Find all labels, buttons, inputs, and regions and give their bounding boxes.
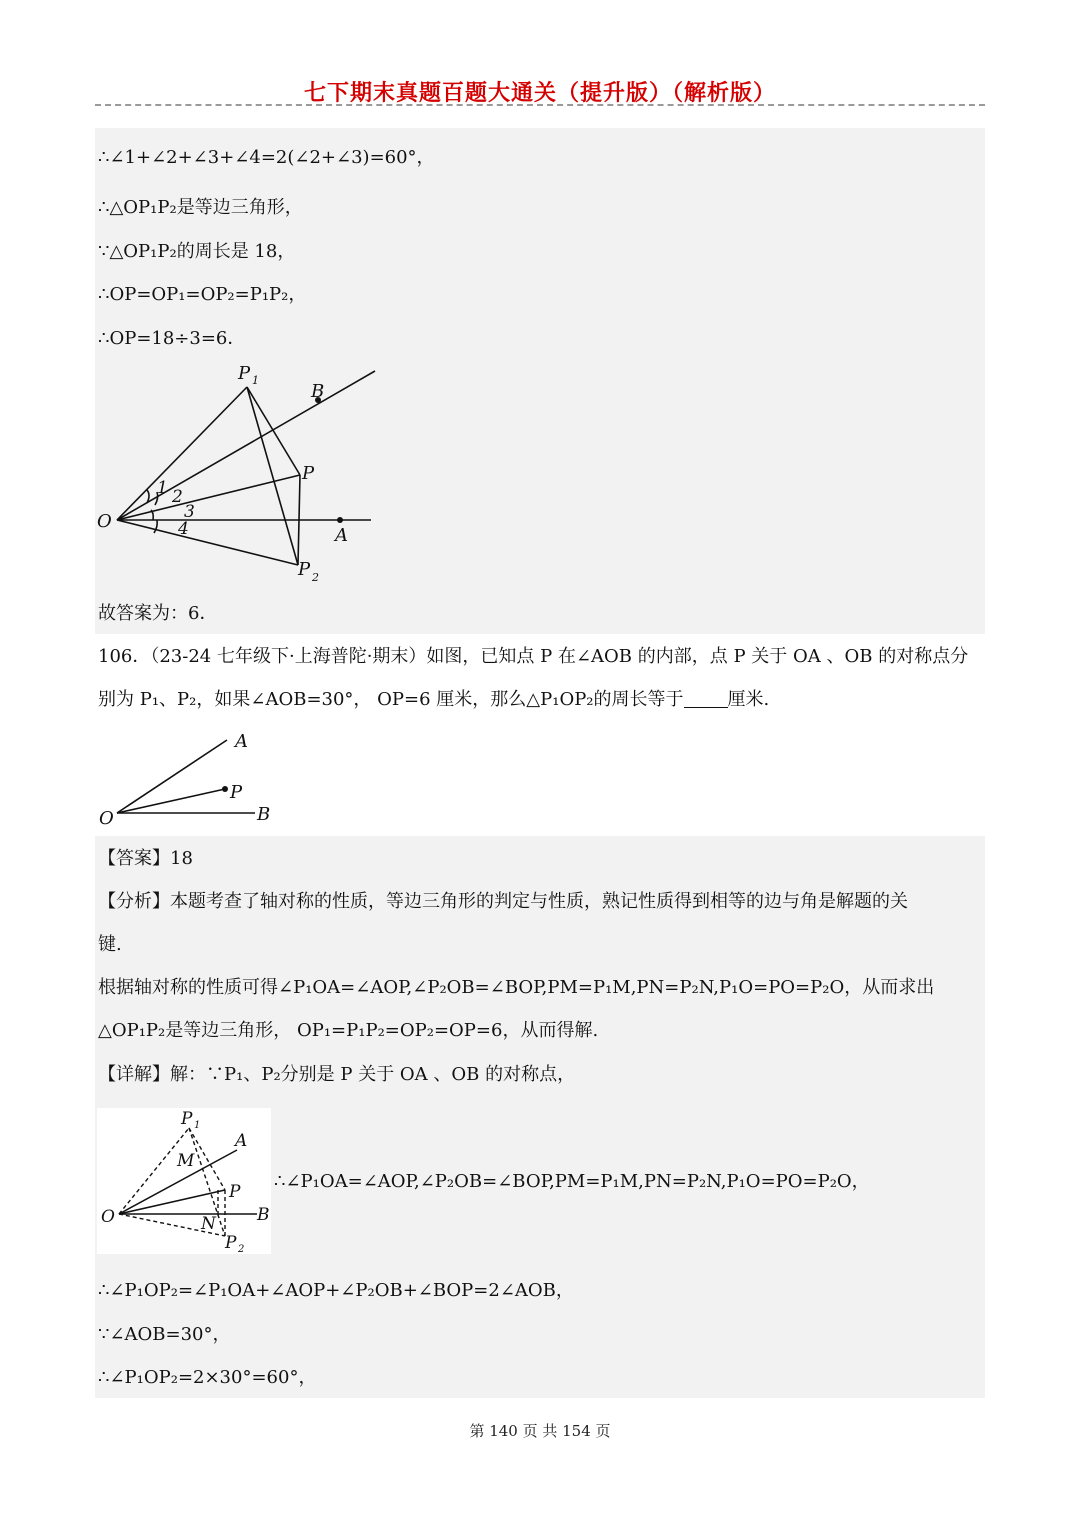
question-106-line-1: 106．（23-24 七年级下·上海普陀·期末）如图，已知点 P 在∠AOB 的内部，点 P 关于 OA 、OB 的对称点分 xyxy=(98,646,969,667)
detail-line-4: ∴∠P₁OP₂=2×30°=60°， xyxy=(98,1367,317,1388)
detail-figure-equation: ∴∠P₁OA=∠AOP,∠P₂OB=∠BOP,PM=P₁M,PN=P₂N,P₁O=PO=P₂O， xyxy=(274,1171,870,1192)
fig3-label-a: A xyxy=(235,1131,248,1151)
prev-solution-line-5: ∴OP=18÷3=6． xyxy=(98,328,246,349)
fig1-label-p2-sub: 2 xyxy=(312,571,319,584)
fig1-angle-2: 2 xyxy=(172,487,183,507)
answer-label: 【答案】18 xyxy=(98,848,193,869)
fig1-label-b: B xyxy=(311,381,325,402)
header-divider xyxy=(95,104,985,106)
prev-solution-line-2: ∴△OP₁P₂是等边三角形， xyxy=(98,197,303,218)
prev-solution-figure xyxy=(95,355,395,590)
fig2-label-b: B xyxy=(257,804,271,825)
answer-blank xyxy=(684,689,728,708)
question-106-line-2 xyxy=(98,688,769,712)
fig3-label-p1-sub: 1 xyxy=(194,1120,201,1131)
fig3-label-o: O xyxy=(101,1207,115,1227)
prev-solution-line-4: ∴OP=OP₁=OP₂=P₁P₂， xyxy=(98,284,307,305)
fig1-label-p1-sub: 1 xyxy=(252,374,259,387)
analysis-line-1: 【分析】本题考查了轴对称的性质，等边三角形的判定与性质，熟记性质得到相等的边与角是解题的关 xyxy=(98,891,908,912)
prev-solution-conclusion: 故答案为：6． xyxy=(98,603,218,624)
fig1-label-o: O xyxy=(97,511,112,532)
detail-line-3: ∵∠AOB=30°， xyxy=(98,1324,231,1345)
fig3-label-p2: P xyxy=(225,1233,237,1253)
page-footer: 第 140 页 共 154 页 xyxy=(469,1422,611,1440)
detail-figure xyxy=(97,1108,271,1254)
analysis-line-2: 键. xyxy=(98,934,122,955)
analysis-line-3: 根据轴对称的性质可得∠P₁OA=∠AOP,∠P₂OB=∠BOP,PM=P₁M,PN=P₂N,P₁O=PO=P₂O，从而求出 xyxy=(98,977,935,998)
question-106-line-2-text: 别为 P₁、P₂，如果∠AOB=30°， OP=6 厘米，那么△P₁OP₂的周长等于 xyxy=(98,689,684,710)
fig1-label-p1: P xyxy=(238,363,251,384)
page-header-title: 七下期末真题百题大通关（提升版）（解析版） xyxy=(303,80,776,106)
fig1-angle-4: 4 xyxy=(178,519,189,539)
fig1-label-p: P xyxy=(302,463,315,484)
fig3-label-p2-sub: 2 xyxy=(238,1244,245,1254)
analysis-line-4: △OP₁P₂是等边三角形， OP₁=P₁P₂=OP₂=OP=6，从而得解. xyxy=(98,1020,599,1041)
question-figure xyxy=(95,728,285,828)
fig2-label-a: A xyxy=(235,731,248,752)
fig1-angle-1: 1 xyxy=(157,478,168,498)
detail-line-1: 【详解】解：∵P₁、P₂分别是 P 关于 OA 、OB 的对称点， xyxy=(98,1064,576,1085)
fig2-label-p: P xyxy=(230,782,243,803)
question-106-line-2-unit: 厘米. xyxy=(727,689,770,710)
fig3-label-p1: P xyxy=(181,1109,193,1129)
fig1-label-a: A xyxy=(335,525,348,546)
fig3-label-m: M xyxy=(177,1151,195,1171)
fig1-angle-3: 3 xyxy=(184,502,195,522)
prev-solution-line-3: ∵△OP₁P₂的周长是 18， xyxy=(98,241,296,262)
detail-line-2: ∴∠P₁OP₂=∠P₁OA+∠AOP+∠P₂OB+∠BOP=2∠AOB， xyxy=(98,1280,574,1301)
fig1-label-p2: P xyxy=(298,559,311,580)
fig3-label-p: P xyxy=(229,1182,241,1202)
prev-solution-line-1: ∴∠1+∠2+∠3+∠4=2(∠2+∠3)=60°， xyxy=(98,147,435,168)
fig3-label-n: N xyxy=(201,1214,216,1234)
fig2-label-o: O xyxy=(99,808,114,828)
fig3-label-b: B xyxy=(257,1205,270,1225)
